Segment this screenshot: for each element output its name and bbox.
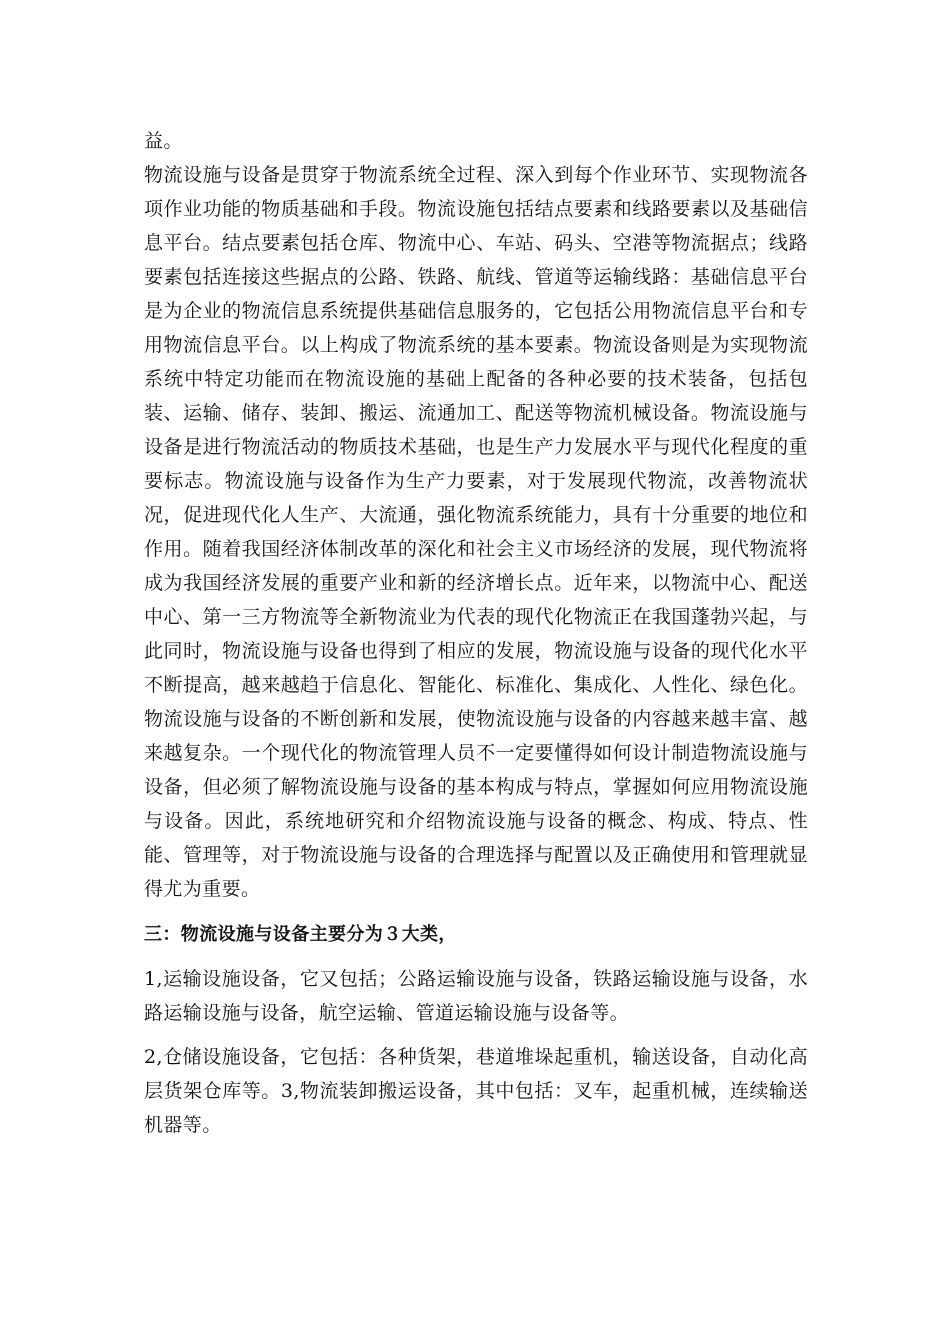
list-item-transport: 1,运输设施设备，它又包括；公路运输设施与设备，铁路运输设施与设备，水路运输设施与设备，航空运输、管道运输设施与设备等。: [144, 968, 808, 1024]
list-item-storage-handling: 2,仓储设施设备，它包括：各种货架，巷道堆垛起重机，输送设备，自动化高层货架仓库等。3,物流装卸搬运设备，其中包括：叉车，起重机械，连续输送机器等。: [144, 1046, 808, 1136]
section-heading: 三：物流设施与设备主要分为３大类，: [144, 924, 457, 945]
intro-fragment: 益。: [144, 130, 183, 152]
document-page: [144, 124, 808, 1142]
main-paragraph: 物流设施与设备是贯穿于物流系统全过程、深入到每个作业环节、实现物流各项作业功能的物质基础和手段。物流设施包括结点要素和线路要素以及基础信息平台。结点要素包括仓库、物流中心、车站、码头、空港等物流据点；线路要素包括连接这些据点的公路、铁路、航线、管道等运输线路：基础信息平台是为企业的物流信息系统提供基础信息服务的，它包括公用物流信息平台和专用物流信息平台。以上构成了物流系统的基本要素。物流设备则是为实现物流系统中特定功能而在物流设施的基础上配备的各种必要的技术装备，包括包装、运输、储存、装卸、搬运、流通加工、配送等物流机械设备。物流设施与设备是进行物流活动的物质技术基础，也是生产力发展水平与现代化程度的重要标志。物流设施与设备作为生产力要素，对于发展现代物流，改善物流状况，促进现代化人生产、大流通，强化物流系统能力，具有十分重要的地位和作用。随着我国经济体制改革的深化和社会主义市场经济的发展，现代物流将成为我国经济发展的重要产业和新的经济增长点。近年来，以物流中心、配送中心、第一三方物流等全新物流业为代表的现代化物流正在我国蓬勃兴起，与此同时，物流设施与设备也得到了相应的发展，物流设施与设备的现代化水平不断提高，越来越趋于信息化、智能化、标准化、集成化、人性化、绿色化。物流设施与设备的不断创新和发展，使物流设施与设备的内容越来越丰富、越来越复杂。一个现代化的物流管理人员不一定要懂得如何设计制造物流设施与设备，但必须了解物流设施与设备的基本构成与特点，掌握如何应用物流设施与设备。因此，系统地研究和介绍物流设施与设备的概念、构成、特点、性能、管理等，对于物流设施与设备的合理选择与配置以及正确使用和管理就显得尤为重要。: [144, 164, 808, 900]
